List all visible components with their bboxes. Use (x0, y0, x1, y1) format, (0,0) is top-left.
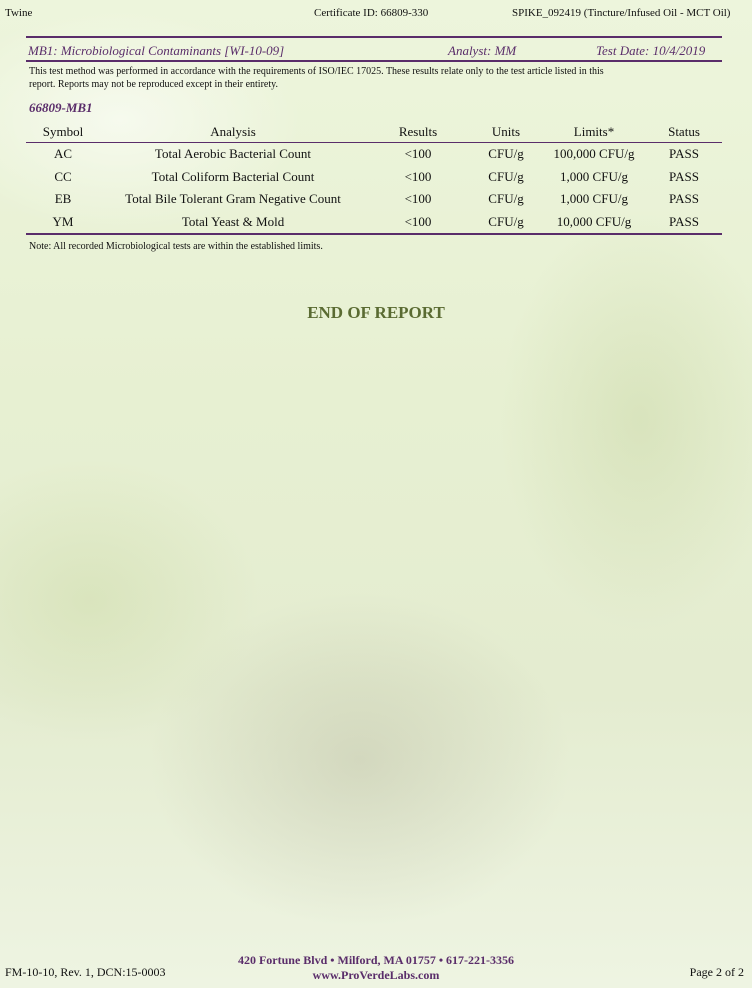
cell-status: PASS (669, 191, 699, 207)
table-row (26, 211, 722, 235)
cell-analysis: Total Coliform Bacterial Count (151, 168, 315, 184)
cell-analysis: Total Yeast & Mold (100, 211, 366, 235)
footer-website[interactable]: www.ProVerdeLabs.com (312, 968, 440, 982)
column-header: Status (646, 121, 722, 143)
cell-status: PASS (669, 146, 699, 162)
footer-form-id: FM-10-10, Rev. 1, DCN:15-0003 (5, 965, 166, 979)
cell-limit: 1,000 CFU/g (560, 191, 628, 207)
cell-status: PASS (669, 168, 699, 184)
cell-units: CFU/g (488, 146, 524, 162)
cell-symbol: EB (54, 191, 72, 207)
column-header: Analysis (100, 121, 366, 143)
section-test-date: Test Date: 10/4/2019 (596, 43, 706, 58)
cell-limit: 10,000 CFU/g (542, 211, 646, 235)
table-row (26, 143, 722, 166)
results-table (26, 121, 722, 235)
section-bottom-rule (26, 60, 722, 62)
cell-symbol: CC (54, 168, 72, 184)
cell-limit: 1,000 CFU/g (560, 168, 628, 184)
cell-symbol: YM (26, 211, 100, 235)
cell-result: <100 (366, 211, 470, 235)
column-header: Limits* (542, 121, 646, 143)
sample-id: 66809-MB1 (29, 100, 93, 115)
cell-analysis: Total Bile Tolerant Gram Negative Count (125, 191, 341, 207)
cell-limit: 100,000 CFU/g (553, 146, 635, 162)
cell-result: <100 (404, 191, 432, 207)
footer-address: 420 Fortune Blvd • Milford, MA 01757 • 617-221-3356 (237, 953, 515, 967)
cell-symbol: AC (53, 146, 73, 162)
cell-status: PASS (646, 211, 722, 235)
table-header-row (26, 121, 722, 143)
cell-units: CFU/g (470, 211, 542, 235)
cell-units: CFU/g (488, 191, 524, 207)
cell-result: <100 (404, 146, 432, 162)
header-certificate-id: Certificate ID: 66809-330 (314, 7, 429, 19)
end-of-report: END OF REPORT (307, 303, 445, 322)
header-client: Twine (5, 7, 33, 19)
column-header: Symbol (26, 121, 100, 143)
header-sample-name: SPIKE_092419 (Tincture/Infused Oil - MCT Oil) (512, 7, 731, 19)
cell-units: CFU/g (488, 168, 524, 184)
cell-result: <100 (404, 168, 432, 184)
column-header: Results (366, 121, 470, 143)
page-number: Page 2 of 2 (689, 965, 744, 979)
column-header: Units (470, 121, 542, 143)
cell-analysis: Total Aerobic Bacterial Count (154, 146, 312, 162)
section-title: MB1: Microbiological Contaminants [WI-10-09] (28, 43, 285, 58)
footnote: Note: All recorded Microbiological tests are within the established limits. (29, 241, 323, 252)
section-analyst: Analyst: MM (448, 43, 517, 58)
table-row (26, 166, 722, 189)
section-top-rule (26, 36, 722, 38)
method-note-line-2: report. Reports may not be reproduced except in their entirety. (29, 79, 278, 90)
table-row (26, 188, 722, 211)
method-note-line-1: This test method was performed in accordance with the requirements of ISO/IEC 17025. These results relate only to the test article listed in this (29, 66, 604, 77)
